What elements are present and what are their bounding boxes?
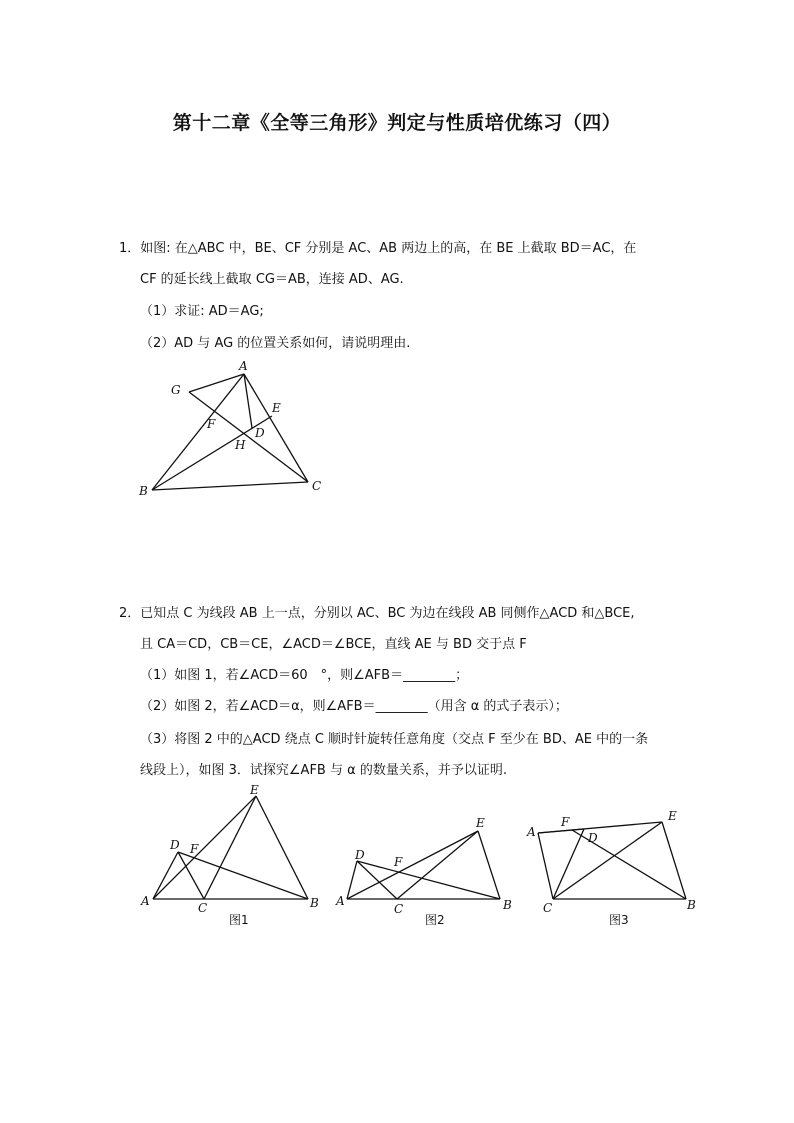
label-G: G: [171, 383, 181, 397]
problem2-line1: 2．已知点 C 为线段 AB 上一点，分别以 AC、BC 为边在线段 AB 同侧作△ACD 和△BCE,: [119, 606, 635, 621]
problem1-line1: 1．如图: 在△ABC 中，BE、CF 分别是 AC、AB 两边上的高，在 BE 上截取 BD＝AC，在: [119, 241, 637, 256]
problem2-line2: 且 CA＝CD，CB＝CE，∠ACD＝∠BCE，直线 AE 与 BD 交于点 F: [140, 637, 527, 652]
fig3-label-D: D: [588, 831, 598, 845]
page-title: 第十二章《全等三角形》判定与性质培优练习（四）: [172, 112, 622, 134]
fig3-segment-EB: [662, 822, 686, 899]
label-D: D: [255, 426, 265, 440]
fig3-label-E: E: [668, 809, 677, 823]
label-B: B: [139, 484, 148, 498]
figure-2: [335, 816, 512, 927]
fig1-label-A: A: [141, 894, 150, 908]
fig2-label-C: C: [394, 902, 404, 916]
problem1-part1: （1）求证: AD＝AG;: [140, 304, 264, 319]
fig1-segment-AD: [153, 852, 178, 899]
fig2-label-E: E: [476, 816, 485, 830]
fig2-label-D: D: [355, 848, 365, 862]
fig2-caption: 图2: [425, 913, 445, 927]
fig2-label-F: F: [394, 855, 403, 869]
problem2-part3-line2: 线段上），如图 3．试探究∠AFB 与 α 的数量关系，并予以证明.: [140, 763, 507, 778]
problem1-line2: CF 的延长线上截取 CG＝AB，连接 AD、AG.: [140, 272, 404, 287]
fig2-segment-EB: [478, 831, 500, 899]
problem2-part1: （1）如图 1，若∠ACD＝60 °，则∠AFB＝________；: [140, 668, 469, 683]
label-F: F: [207, 417, 216, 431]
fig3-label-C: C: [543, 901, 553, 915]
fig1-segment-CE: [204, 796, 256, 899]
label-H: H: [235, 438, 246, 452]
fig2-label-B: B: [503, 898, 512, 912]
fig1-segment-DC: [178, 852, 204, 899]
fig2-segment-AE: [347, 831, 478, 899]
fig2-segment-DB: [357, 861, 500, 899]
fig1-label-E: E: [250, 783, 259, 797]
label-A: A: [239, 359, 248, 373]
fig1-segment-AE: [153, 796, 256, 899]
fig1-label-F: F: [190, 842, 199, 856]
problem1-part2: （2）AD 与 AG 的位置关系如何，请说明理由.: [140, 336, 411, 351]
fig3-label-A: A: [527, 825, 536, 839]
problem2-part3-line1: （3）将图 2 中的△ACD 绕点 C 顺时针旋转任意角度（交点 F 至少在 BD、AE 中的一条: [140, 732, 649, 747]
fig1-caption: 图1: [229, 913, 249, 927]
label-E: E: [272, 401, 281, 415]
fig1-label-C: C: [198, 901, 208, 915]
fig1-label-B: B: [310, 896, 319, 910]
fig3-segment-CA: [538, 833, 553, 899]
figure-1: [140, 783, 319, 927]
fig3-label-F: F: [561, 815, 570, 829]
fig3-caption: 图3: [609, 913, 629, 927]
fig1-label-D: D: [170, 838, 180, 852]
figure-3: [526, 809, 696, 927]
problem2-part2: （2）如图 2，若∠ACD＝α，则∠AFB＝________（用含 α 的式子表示）；: [140, 699, 568, 714]
fig2-label-A: A: [336, 894, 345, 908]
label-C: C: [312, 479, 322, 493]
fig2-segment-AD: [347, 861, 357, 899]
fig3-label-B: B: [687, 898, 696, 912]
fig2-segment-CE: [397, 831, 478, 899]
